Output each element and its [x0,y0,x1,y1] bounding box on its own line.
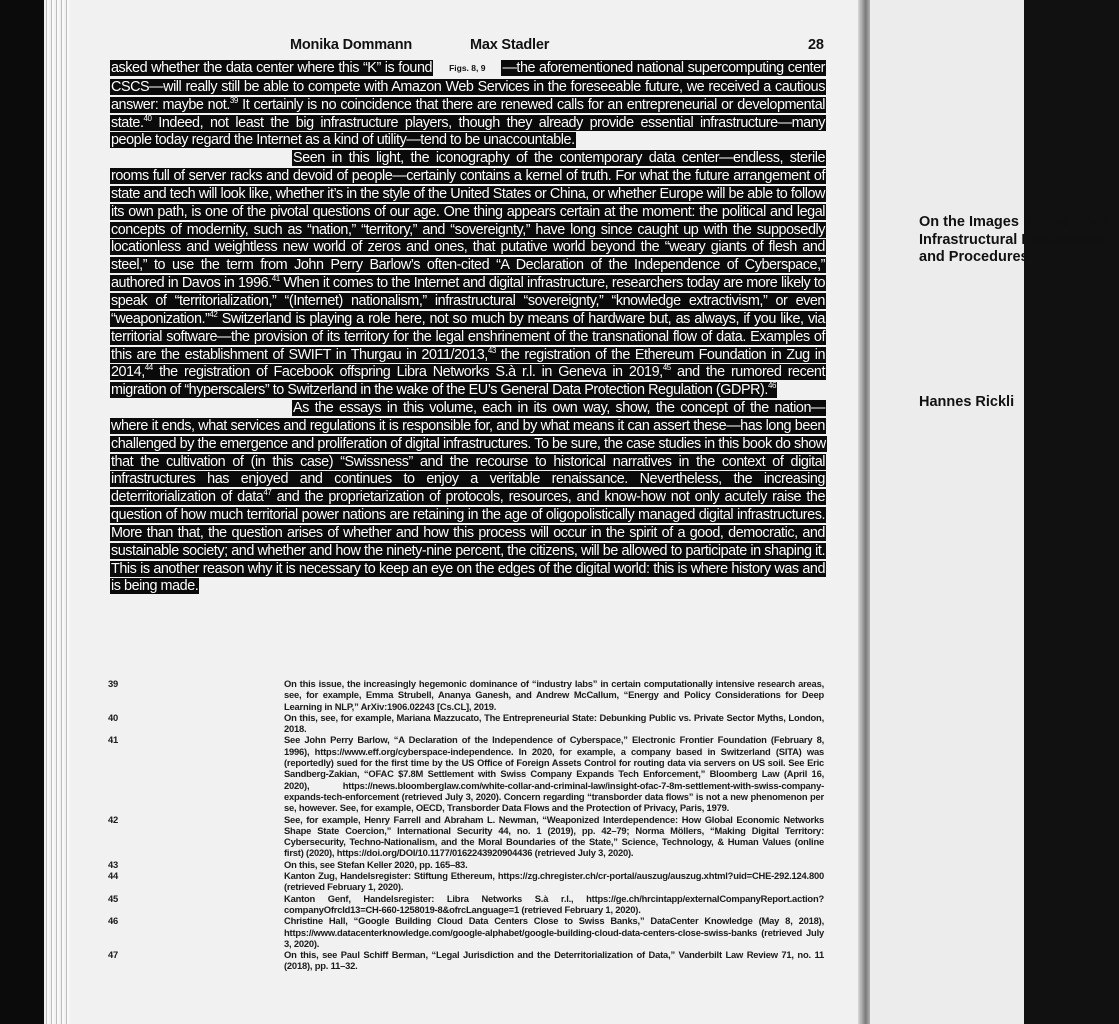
redacted-body-text [110,59,826,596]
right-page [870,0,1115,1024]
footnote: 47 On this, see Paul Schiff Berman, “Legal Jurisdiction and the Deterritorialization of Data,” Vanderbilt Law Review 71, no. 11 (2018), pp. 11–32. [108,949,824,972]
paragraph-1: asked whether the data center where this “K” is found Figs. 8, 9 —the aforementioned national supercomputing center CSCS—will really still be able to compete with Amazon Web Services in the foreseeable future, we received a cautious answer: maybe not.$^{39}$ It certainly is no coincidence that there are renewed calls for an entrepreneurial or developmental state.$^{40}$ Indeed, not least the big infrastructure players, though they already provide essential infrastructure—many people today regard the Internet as a kind of utility—tend to be unaccountable. [111,60,825,149]
footnote: 40 On this, see, for example, Mariana Mazzucato, The Entrepreneurial State: Debunking Public vs. Private Sector Myths, London, 2018. [108,711,824,735]
paragraph-3: As the essays in this volume, each in its own way, show, the concept of the nation—where it ends, what services and regulations it is responsible for, and by what means it can assert these—has long been challenged by the emergence and proliferation of digital infrastructures. To be sure, the case studies in this book do show that the cultivation of (in this case) “Swissness” and the recourse to historical narratives in the context of digital infrastructures has enjoyed and continues to enjoy a veritable renaissance. Nevertheless, the increasing deterritorialization of data$^{47}$ and the proprietarization of protocols, resources, and know-how not only acutely raise the question of how much territorial power nations are retaining in the age of oligopolistically managed digital infrastructures. More than that, the question arises of whether and how this process will occur in the spirit of a good, democratic, and sustainable society; and whether and how the ninety-nine percent, the citizens, will be allowed to participate in shaping it. This is another reason why it is necessary to keep an eye on the edges of the digital world: this is where history was and is being made. [111,400,826,595]
figure-reference: Figs. 8, 9 [437,59,497,79]
footnote: 41 See John Perry Barlow, “A Declaration of the Independence of Cyberspace,” Electronic Frontier Foundation (February 8, 1996), https://www.eff.org/cyberspace-independence. In 2020, for example, a company based in Switzerland (SITA) was (reportedly) sued for the first time by the US Office of Foreign Assets Control for routing data via servers on US soil. See Eric Sandberg-Zakian, “OFAC $7.8M Settlement with Swiss Company Expands Tech Enforcement,” Bloomberg Law (April 16, 2020), https://news.bloomberglaw.com/white-collar-and-criminal-law/insight-ofac-7-8m-settlement-with-swiss-company-expands-tech-enforcement (retrieved July 3, 2020). Concern regarding “transborder data flows” is not a new phenomenon per se, however. See, for example, OECD, Transborder Data Flows and the Protection of Privacy, Paris, 1979. [108,734,824,814]
chapter-author: Hannes Rickli [919,394,1015,410]
book-binding [0,0,46,1024]
footnote: 45 Kanton Genf, Handelsregister: Libra Networks S.à r.l., https://ge.ch/hrcintapp/externalCompanyReport.action?companyOfrcId13=CH-660-1258019-8&ofrcLanguage=1 (retrieved February 1, 2020). [108,892,824,915]
chapter-title: On the Images in This Book: Infrastructural Landscapes and Procedures [919,214,1115,265]
page-number: 28 [808,37,824,53]
paragraph-2: Seen in this light, the iconography of the contemporary data center—endless, sterile rooms full of server racks and devoid of people—certainly contains a kernel of truth. For what the future arrangement of state and tech will look like, whether it’s in the style of the United States or China, or whether Europe will be able to follow its own path, is one of the pivotal questions of our age. One thing appears certain at the moment: the political and legal concepts of modernity, such as “nation,” “territory,” and “sovereignty,” have long since caught up with the supposedly locationless and weightless new world of zeros and ones, that putative world beyond the “weary giants of flesh and steel,” to use the term from John Perry Barlow’s often-cited “A Declaration of the Independence of Cyberspace,” authored in Davos in 1996.41 When it comes to the Internet and digital infrastructure, researchers today are more likely to speak of “territorialization,” “(Internet) nationalism,” infrastructural “sovereignty,” “knowledge extractivism,” or even “weaponization.”$^{42}$ Switzerland is playing a role here, not so much by means of hardware but, as always, if you like, via territorial software—the provision of its territory for the legal enshrinement of the transnational flow of data. Examples of this are the establishment of SWIFT in Thurgau in 2011/2013,43 the registration of the Ethereum Foundation in Zug in 2014,44 the registration of Facebook offspring Libra Networks S.à r.l. in Geneva in 2019,45 and the rumored recent migration of “hyperscalers” to Switzerland in the wake of the EU’s General Data Protection Regulation (GDPR).$^{46}$ [111,150,826,399]
page-edges [44,0,72,1024]
footnote: 43 On this, see Stefan Keller 2020, pp. 165–83. [108,858,468,870]
footnotes [108,678,824,972]
running-head-author-1: Monika Dommann [290,37,413,53]
running-head-author-2: Max Stadler [470,37,550,53]
footnote: 39 On this issue, the increasingly hegemonic dominance of “industry labs” in certain computationally intensive research areas, see, for example, Emma Strubell, Ananya Ganesh, and Andrew McCallum, “Energy and Policy Considerations for Deep Learning in NLP,” ArXiv:1906.02243 [Cs.CL], 2019. [108,678,824,712]
footnote: 46 Christine Hall, “Google Building Cloud Data Centers Close to Swiss Banks,” DataCenter Knowledge (May 8, 2018), https://www.datacenterknowledge.com/google-alphabet/google-building-cloud-data-centers-close-swiss-banks (retrieved July 3, 2020). [108,915,824,949]
footnote: 42 See, for example, Henry Farrell and Abraham L. Newman, “Weaponized Interdependence: How Global Economic Networks Shape State Coercion,” International Security 44, no. 1 (2019), pp. 42–79; Norma Möllers, “Making Digital Territory: Cybersecurity, Techno-Nationalism, and the Moral Boundaries of the State,” Science, Technology, & Human Values (online first) (2020), https://doi.org/DOI/10.1177/0162243920904436 (retrieved July 3, 2020). [108,813,824,859]
footnote: 44 Kanton Zug, Handelsregister: Stiftung Ethereum, https://zg.chregister.ch/cr-portal/auszug/auszug.xhtml?uid=CHE-292.124.800 (retrieved February 1, 2020). [108,870,824,893]
